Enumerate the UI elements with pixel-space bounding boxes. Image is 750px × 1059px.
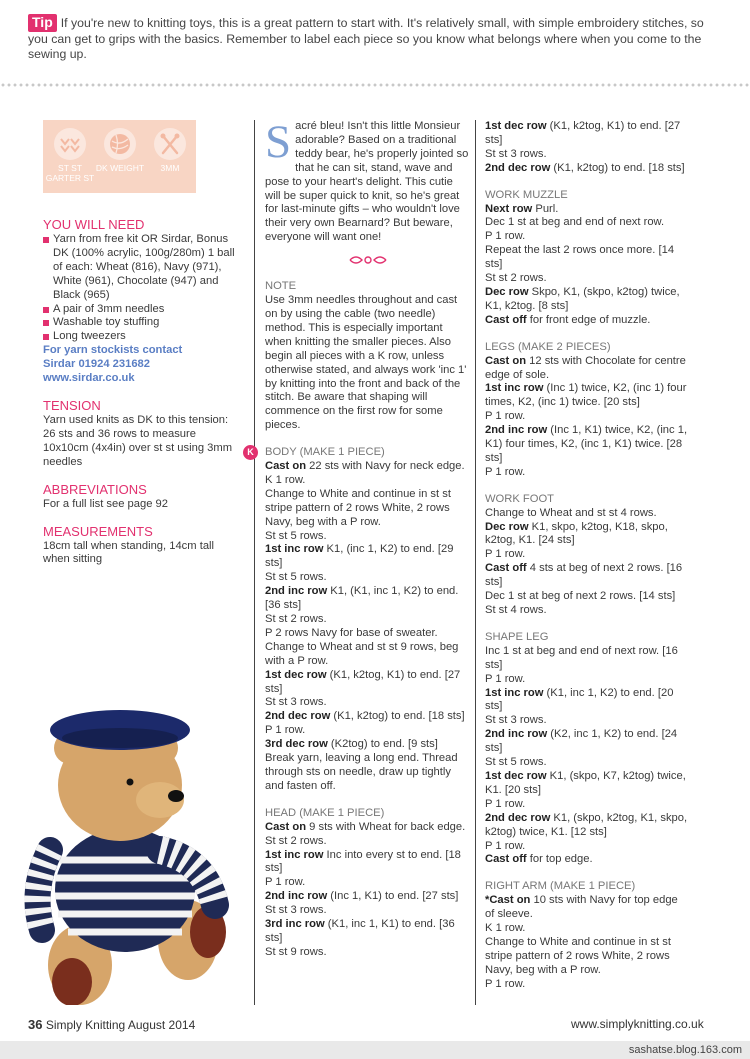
instruction-text: K 1 row.	[485, 922, 526, 935]
body-instructions	[265, 460, 470, 794]
right-arm-heading: RIGHT ARM (MAKE 1 PIECE)	[485, 880, 636, 893]
body-heading: K BODY (MAKE 1 PIECE)	[265, 446, 470, 460]
instruction-text: K1, (skpo, k2tog, K1, skpo, k2tog) twice, K1. [12 sts]	[485, 811, 688, 838]
instruction-label: 1st dec row	[485, 769, 547, 782]
instruction-line	[265, 710, 470, 724]
instruction-label: 2nd inc row	[265, 890, 328, 903]
spec-needle	[145, 128, 195, 174]
instruction-line	[485, 714, 690, 728]
knit-k-icon: K	[243, 445, 258, 460]
instruction-line	[485, 936, 690, 978]
instruction-text: St st 4 rows.	[485, 604, 547, 616]
instruction-line	[485, 230, 690, 244]
instruction-line	[265, 474, 470, 488]
head-instructions-continued	[485, 120, 690, 176]
instruction-line	[485, 978, 690, 992]
instruction-text: Change to Wheat and st st 4 rows.	[485, 506, 657, 519]
instruction-text: (K1, inc 1, K2) to end. [20 sts]	[485, 686, 674, 713]
muzzle-heading: WORK MUZZLE	[485, 188, 568, 201]
instruction-line	[265, 585, 470, 613]
instruction-line	[485, 272, 690, 286]
yarn-ball-icon	[104, 128, 136, 160]
instruction-line	[265, 849, 470, 877]
instruction-text: St st 5 rows.	[485, 756, 547, 769]
instruction-line	[485, 120, 690, 148]
note-text: Use 3mm needles throughout and cast on by using the cable (two needle) method. This is especially important when knitting the smaller pieces. Also begin all pieces with a K row, unless otherwise stated, and always work 'inc 1' by knitting into the front and back of the stitch. Be aware that shaping will commence on the first row for some pieces.	[265, 294, 467, 432]
drop-cap: S	[265, 116, 292, 168]
instruction-line	[485, 922, 690, 936]
instruction-text: 12 sts with Chocolate for centre edge of sole.	[485, 354, 686, 381]
shape-leg-heading: SHAPE LEG	[485, 630, 549, 643]
abbreviations-text: For a full list see page 92	[43, 497, 168, 510]
instruction-label: 3rd dec row	[265, 738, 328, 751]
needles-icon	[154, 128, 186, 160]
stockist-contact: For yarn stockists contact	[43, 344, 183, 357]
sidebar-column	[43, 120, 243, 567]
instruction-label: Cast off	[485, 562, 527, 575]
instruction-line	[485, 148, 690, 162]
instruction-text: P 1 row.	[265, 876, 306, 889]
instruction-text: Inc into every st to end. [18 sts]	[265, 848, 461, 875]
intro-paragraph	[265, 116, 470, 245]
instruction-text: St st 2 rows.	[265, 613, 327, 625]
instruction-line	[485, 216, 690, 230]
instruction-label: 1st dec row	[265, 668, 327, 681]
instruction-line	[485, 548, 690, 562]
legs-instructions	[485, 355, 690, 480]
instruction-label: 2nd dec row	[265, 710, 331, 723]
instruction-label: Cast off	[485, 313, 527, 326]
spec-label: ST ST GARTER ST	[45, 163, 95, 183]
instruction-text: St st 3 rows.	[485, 147, 547, 160]
instruction-label: 3rd inc row	[265, 918, 325, 931]
right-arm-instructions	[485, 894, 690, 991]
instruction-label: Dec row	[485, 520, 529, 533]
instruction-label: Cast off	[485, 853, 527, 866]
instruction-label: 2nd inc row	[485, 728, 548, 741]
instruction-text: Break yarn, leaving a long end. Thread through sts on needle, draw up tightly and fasten off.	[265, 752, 458, 792]
instruction-text: P 1 row.	[265, 724, 306, 737]
instruction-line	[485, 590, 690, 604]
instruction-text: 22 sts with Navy for neck edge.	[306, 460, 465, 473]
instruction-line	[265, 460, 470, 474]
instruction-text: St st 3 rows.	[265, 696, 327, 709]
instruction-text: P 1 row.	[485, 548, 526, 561]
instruction-text: (Inc 1, K1) to end. [27 sts]	[327, 890, 459, 903]
tip-badge: Tip	[28, 14, 57, 32]
instruction-text: K1, (inc 1, K2) to end. [29 sts]	[265, 543, 454, 570]
instruction-text: for top edge.	[526, 853, 593, 866]
instruction-text: Dec 1 st at beg and end of next row.	[485, 216, 665, 229]
foot-instructions	[485, 507, 690, 618]
instruction-text: Change to White and continue in st st stripe pattern of 2 rows White, 2 rows Navy, beg with a P row.	[485, 935, 671, 976]
instruction-line	[265, 918, 470, 946]
column-divider	[475, 120, 476, 1005]
instruction-line	[485, 812, 690, 840]
spec-box	[43, 120, 196, 193]
you-will-need-heading: YOU WILL NEED	[43, 217, 145, 232]
instruction-label: 2nd inc row	[265, 585, 328, 598]
instruction-line	[485, 424, 690, 466]
instruction-label: 1st inc row	[485, 686, 544, 699]
instruction-label: 1st inc row	[265, 848, 324, 861]
instruction-text: K1, skpo, k2tog, K18, skpo, k2tog, K1. [24 sts]	[485, 520, 668, 547]
instruction-line	[265, 613, 470, 627]
instruction-label: 1st dec row	[485, 120, 547, 132]
instruction-text: Purl.	[532, 202, 559, 215]
spec-stitch	[45, 128, 95, 183]
instruction-line	[485, 314, 690, 328]
instruction-line	[265, 530, 470, 544]
tension-text: Yarn used knits as DK to this tension: 26 sts and 36 rows to measure 10x10cm (4x4in) over st st using 3mm needles	[43, 413, 233, 468]
instruction-text: St st 2 rows.	[485, 272, 547, 285]
instruction-text: Change to Wheat and st st 9 rows, beg with a P row.	[265, 640, 459, 667]
instruction-text: (K1, k2tog, K1) to end. [27 sts]	[265, 668, 461, 695]
instruction-line	[485, 770, 690, 798]
spec-label: DK WEIGHT	[95, 163, 145, 173]
instruction-line	[485, 756, 690, 770]
instruction-text: Repeat the last 2 rows once more. [14 sts]	[485, 244, 675, 271]
instruction-line	[265, 946, 470, 960]
instruction-text: 10 sts with Navy for top edge of sleeve.	[485, 894, 678, 921]
instruction-line	[265, 835, 470, 849]
instruction-line	[265, 627, 470, 641]
instruction-text: (K1, k2tog) to end. [18 sts]	[550, 161, 685, 174]
head-heading: HEAD (MAKE 1 PIECE)	[265, 806, 385, 819]
instruction-line	[265, 571, 470, 585]
instruction-label: Cast on	[265, 820, 307, 833]
instruction-text: P 1 row.	[485, 465, 526, 478]
instruction-line	[485, 673, 690, 687]
stockist-phone: Sirdar 01924 231682	[43, 358, 150, 371]
list-item: A pair of 3mm needles	[43, 303, 243, 317]
instruction-text: P 1 row.	[485, 977, 526, 990]
instruction-line	[485, 840, 690, 854]
tip-text: If you're new to knitting toys, this is a great pattern to start with. It's relatively small, with simple embroidery stitches, so you can get to grips with the basics. Remember to label each piece so you know what belongs where when you come to the sewing up.	[28, 16, 704, 61]
instruction-label: 1st inc row	[265, 543, 324, 556]
spec-label: 3MM	[160, 163, 180, 173]
watermark: sashatse.blog.163.com	[628, 1044, 742, 1056]
instruction-text: St st 5 rows.	[265, 529, 327, 542]
instruction-text: 9 sts with Wheat for back edge.	[306, 820, 466, 833]
instruction-line	[265, 738, 470, 752]
instruction-line	[265, 890, 470, 904]
instruction-text: P 1 row.	[485, 839, 526, 852]
instruction-line	[485, 286, 690, 314]
stitch-icon	[54, 128, 86, 160]
list-item: Washable toy stuffing	[43, 316, 243, 330]
instruction-line	[265, 724, 470, 738]
instruction-text: K 1 row.	[265, 473, 306, 486]
note-heading: NOTE	[265, 280, 297, 293]
instruction-line	[485, 798, 690, 812]
instruction-label: 2nd inc row	[485, 424, 548, 437]
instruction-text: (K2, inc 1, K2) to end. [24 sts]	[485, 728, 678, 755]
instruction-line	[485, 507, 690, 521]
instruction-line	[485, 521, 690, 549]
instruction-line	[485, 894, 690, 922]
instruction-label: Cast on	[265, 460, 307, 473]
instruction-text: (K2tog) to end. [9 sts]	[327, 738, 438, 751]
spec-weight	[95, 128, 145, 174]
instruction-label: *Cast on	[485, 894, 531, 907]
pattern-column-1	[247, 116, 470, 960]
instruction-label: 2nd dec row	[485, 161, 551, 174]
instruction-line	[485, 466, 690, 480]
magazine-name: Simply Knitting August 2014	[45, 1018, 196, 1032]
instruction-text: St st 3 rows.	[265, 904, 327, 917]
measurements-text: 18cm tall when standing, 14cm tall when sitting	[43, 539, 215, 566]
instruction-label: Next row	[485, 202, 533, 215]
intro-text: acré bleu! Isn't this little Monsieur adorable? Based on a traditional teddy bear, he's properly jointed so that he can sit, stand, wave and pose to your heart's delight. This cutie will be super quick to knit, so he's great for last-minute gifts – who wouldn't love their very own Bearnard? But beware, everyone will want one!	[265, 120, 469, 244]
instruction-text: (Inc 1, K1) twice, K2, (inc 1, K1) four times, K2, (inc 1, K1) twice. [28 sts]	[485, 424, 688, 464]
teddy-bear-image	[10, 700, 250, 1005]
instruction-text: St st 5 rows.	[265, 571, 327, 584]
instruction-text: K1, (skpo, K7, k2tog) twice, K1. [20 sts]	[485, 769, 686, 796]
dotted-divider	[0, 82, 750, 88]
instruction-text: Skpo, K1, (skpo, k2tog) twice, K1, k2tog. [8 sts]	[485, 285, 680, 312]
pattern-column-2	[485, 120, 690, 992]
head-instructions	[265, 821, 470, 960]
instruction-line	[265, 488, 470, 530]
instruction-line	[485, 687, 690, 715]
footer-left	[28, 1017, 195, 1032]
instruction-line	[485, 244, 690, 272]
measurements-heading: MEASUREMENTS	[43, 523, 153, 539]
page-number: 36	[28, 1017, 43, 1032]
flourish-icon	[265, 253, 470, 267]
instruction-text: (Inc 1) twice, K2, (inc 1) four times, K2, (inc 1) twice. [20 sts]	[485, 382, 687, 409]
instruction-line	[485, 355, 690, 383]
instruction-text: for front edge of muzzle.	[526, 313, 651, 326]
footer-url[interactable]: www.simplyknitting.co.uk	[571, 1017, 704, 1031]
list-item: Long tweezers	[43, 330, 243, 344]
instruction-line	[265, 641, 470, 669]
instruction-line	[485, 853, 690, 867]
instruction-text: St st 3 rows.	[485, 714, 547, 727]
instruction-line	[485, 604, 690, 618]
instruction-line	[265, 876, 470, 890]
instruction-line	[265, 752, 470, 794]
tension-heading: TENSION	[43, 397, 101, 413]
instruction-text: 4 sts at beg of next 2 rows. [16 sts]	[485, 562, 683, 589]
shape-leg-instructions	[485, 645, 690, 868]
instruction-text: (K1, k2tog, K1) to end. [27 sts]	[485, 120, 681, 146]
instruction-line	[485, 162, 690, 176]
instruction-line	[265, 669, 470, 697]
instruction-text: K1, (K1, inc 1, K2) to end. [36 sts]	[265, 585, 459, 612]
instruction-text: (K1, k2tog) to end. [18 sts]	[330, 710, 465, 723]
instruction-line	[265, 696, 470, 710]
instruction-line	[485, 203, 690, 217]
instruction-text: St st 9 rows.	[265, 945, 327, 958]
legs-heading: LEGS (MAKE 2 PIECES)	[485, 340, 611, 353]
muzzle-instructions	[485, 203, 690, 328]
instruction-text: St st 2 rows.	[265, 834, 327, 847]
instruction-line	[485, 728, 690, 756]
column-divider	[254, 120, 255, 1005]
instruction-label: Dec row	[485, 285, 529, 298]
instruction-text: P 1 row.	[485, 797, 526, 810]
instruction-text: P 2 rows Navy for base of sweater.	[265, 626, 438, 639]
instruction-line	[485, 410, 690, 424]
instruction-text: Inc 1 st at beg and end of next row. [16 sts]	[485, 644, 678, 671]
stockist-url[interactable]: www.sirdar.co.uk	[43, 372, 135, 385]
instruction-line	[265, 543, 470, 571]
instruction-label: 1st inc row	[485, 382, 544, 395]
instruction-label: Cast on	[485, 354, 527, 367]
instruction-line	[265, 821, 470, 835]
tip-box	[28, 14, 718, 61]
instruction-text: Change to White and continue in st st stripe pattern of 2 rows White, 2 rows Navy, beg with a P row.	[265, 487, 451, 528]
foot-heading: WORK FOOT	[485, 492, 554, 505]
instruction-text: Dec 1 st at beg of next 2 rows. [14 sts]	[485, 590, 676, 603]
instruction-line	[485, 645, 690, 673]
list-item: Yarn from free kit OR Sirdar, Bonus DK (100% acrylic, 100g/280m) 1 ball of each: Wheat (816), Navy (971), White (961), Chocolate (947) and Black (965)	[43, 233, 243, 303]
instruction-text: P 1 row.	[485, 672, 526, 685]
instruction-text: (K1, inc 1, K1) to end. [36 sts]	[265, 918, 455, 944]
instruction-text: P 1 row.	[485, 410, 526, 423]
instruction-text: P 1 row.	[485, 230, 526, 243]
instruction-line	[485, 562, 690, 590]
instruction-line	[265, 904, 470, 918]
abbreviations-heading: ABBREVIATIONS	[43, 481, 147, 497]
instruction-label: 2nd dec row	[485, 811, 551, 824]
instruction-line	[485, 382, 690, 410]
